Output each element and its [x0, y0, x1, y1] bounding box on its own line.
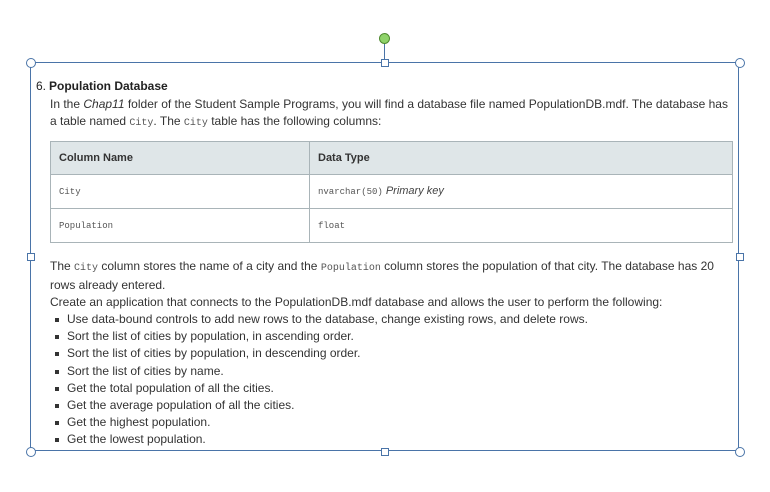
resize-handle-bottom-left[interactable] — [26, 447, 36, 457]
cell-data-type — [310, 209, 733, 243]
column-name-value: Population — [59, 220, 114, 231]
resize-handle-bottom[interactable] — [381, 448, 389, 456]
desc-text-3: column stores the population of that city. The database has 20 rows already entered. — [50, 259, 714, 292]
table-row — [51, 175, 733, 209]
intro-text-1: In the — [50, 97, 84, 111]
intro-text-4: table has the following columns: — [207, 114, 382, 128]
intro-text-3: . The — [153, 114, 184, 128]
cell-column-name — [51, 175, 310, 209]
list-item: Sort the list of cities by population, in ascending order. — [50, 328, 732, 345]
exercise-title: Population Database — [49, 79, 168, 93]
description-paragraph — [50, 258, 732, 294]
data-type-value: float — [318, 220, 346, 231]
exercise-heading — [36, 78, 732, 95]
folder-name: Chap11 — [83, 97, 125, 111]
intro-text-2: folder of the Student Sample Programs, you will find a database file named PopulationDB.mdf. The database has a table named — [50, 97, 728, 128]
resize-handle-left[interactable] — [27, 253, 35, 261]
resize-handle-top-left[interactable] — [26, 58, 36, 68]
table-header-row — [51, 142, 733, 175]
desc-text-1: The — [50, 259, 75, 273]
exercise-number: 6. — [36, 79, 47, 93]
intro-code-city-2: City — [183, 118, 208, 129]
desc-code-population: Population — [320, 263, 381, 274]
desc-code-city: City — [74, 263, 99, 274]
list-item: Get the total population of all the cities. — [50, 380, 732, 397]
cell-column-name — [51, 209, 310, 243]
rotation-handle[interactable] — [379, 33, 390, 44]
list-item: Sort the list of cities by population, in descending order. — [50, 345, 732, 362]
list-item: Get the lowest population. — [50, 431, 732, 448]
exercise-content — [36, 78, 732, 449]
data-type-value: nvarchar(50) — [318, 186, 383, 197]
intro-code-city-1: City — [129, 118, 154, 129]
desc-text-2: column stores the name of a city and the — [98, 259, 321, 273]
header-column-name: Column Name — [51, 142, 310, 175]
list-item: Use data-bound controls to add new rows to the database, change existing rows, and delete rows. — [50, 311, 732, 328]
list-item: Get the average population of all the cities. — [50, 397, 732, 414]
intro-paragraph — [50, 96, 732, 132]
resize-handle-top-right[interactable] — [735, 58, 745, 68]
primary-key-note: Primary key — [385, 184, 444, 197]
list-item: Get the highest population. — [50, 414, 732, 431]
resize-handle-top[interactable] — [381, 59, 389, 67]
header-data-type: Data Type — [310, 142, 733, 175]
resize-handle-right[interactable] — [736, 253, 744, 261]
task-list — [36, 311, 732, 449]
instruction-paragraph: Create an application that connects to the PopulationDB.mdf database and allows the user to perform the following: — [50, 295, 663, 309]
cell-data-type — [310, 175, 733, 209]
columns-table — [50, 141, 733, 243]
after-table-section — [36, 258, 732, 449]
resize-handle-bottom-right[interactable] — [735, 447, 745, 457]
column-name-value: City — [59, 186, 81, 197]
table-row — [51, 209, 733, 243]
list-item: Sort the list of cities by name. — [50, 363, 732, 380]
